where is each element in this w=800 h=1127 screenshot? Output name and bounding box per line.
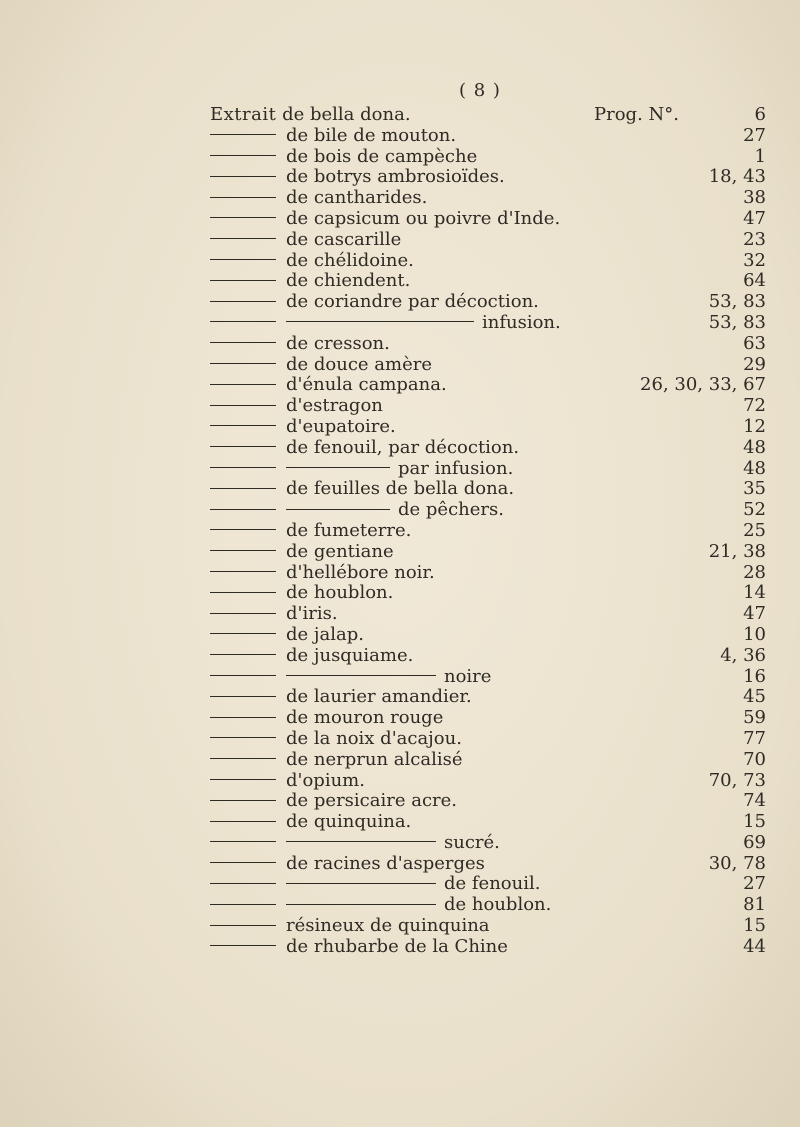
ditto-dash (210, 176, 276, 177)
entry-references: 14 (743, 582, 766, 604)
ditto-dash (210, 821, 276, 822)
entry-label: de feuilles de bella dona. (286, 478, 515, 500)
entry-label: de bois de campèche (286, 145, 478, 167)
entry-label: de cresson. (286, 332, 390, 354)
index-entry (210, 209, 766, 230)
entry-references: 45 (743, 686, 766, 708)
ditto-dash-secondary (286, 841, 436, 842)
ditto-dash-secondary (286, 883, 436, 884)
ditto-dash-secondary (286, 675, 436, 676)
ditto-dash (210, 197, 276, 198)
entry-label: de jusquiame. (286, 644, 414, 666)
entry-references: 81 (743, 894, 766, 916)
entry-references: 23 (743, 228, 766, 250)
entry-label: de nerprun alcalisé (286, 748, 463, 770)
index-entry (210, 479, 766, 500)
entry-references: 77 (743, 727, 766, 749)
entry-references: 47 (743, 207, 766, 229)
entry-references: 27 (743, 873, 766, 895)
index-entry (210, 833, 766, 854)
ditto-dash (210, 925, 276, 926)
ditto-dash (210, 363, 276, 364)
page-number: ( 8 ) (459, 80, 501, 101)
entry-references: 72 (743, 395, 766, 417)
index-entry (210, 916, 766, 937)
entry-label: de chiendent. (286, 270, 411, 292)
ditto-dash (210, 321, 276, 322)
ditto-dash-secondary (286, 904, 436, 905)
ditto-dash (210, 280, 276, 281)
index-entry (210, 147, 766, 168)
index-entry (210, 812, 766, 833)
entry-references: 47 (743, 603, 766, 625)
entry-references: 52 (743, 499, 766, 521)
index-entry (210, 230, 766, 251)
ditto-dash (210, 904, 276, 905)
index-entry (210, 687, 766, 708)
entry-references: 48 (743, 457, 766, 479)
entry-label: de rhubarbe de la Chine (286, 935, 508, 957)
index-list (210, 105, 766, 958)
entry-references: 6 (754, 104, 766, 125)
index-entry (210, 604, 766, 625)
entry-references: 21, 38 (708, 540, 766, 562)
ditto-dash (210, 945, 276, 946)
entry-references: 70 (743, 748, 766, 770)
index-entry (210, 521, 766, 542)
entry-label: de fenouil. (444, 873, 541, 895)
index-entry (210, 375, 766, 396)
index-entry (210, 563, 766, 584)
ditto-dash (210, 550, 276, 551)
ditto-dash (210, 425, 276, 426)
entry-label: d'énula campana. (286, 374, 447, 396)
index-entry (210, 355, 766, 376)
entry-label: résineux de quinquina (286, 915, 490, 937)
index-entry (210, 729, 766, 750)
entry-label: par infusion. (398, 457, 514, 479)
entry-references: 1 (754, 145, 766, 167)
entry-label: d'eupatoire. (286, 415, 396, 437)
entry-label: de bella dona. (282, 104, 411, 125)
entry-references: 12 (743, 415, 766, 437)
entry-label: de botrys ambrosioïdes. (286, 166, 505, 188)
ditto-dash (210, 571, 276, 572)
ditto-dash (210, 717, 276, 718)
entry-label: de racines d'asperges (286, 852, 485, 874)
index-entry (210, 126, 766, 147)
entry-references: 48 (743, 436, 766, 458)
index-entry (210, 292, 766, 313)
ditto-dash (210, 529, 276, 530)
ditto-dash (210, 841, 276, 842)
entry-references: 30, 78 (708, 852, 766, 874)
entry-references: 18, 43 (708, 166, 766, 188)
index-entry (210, 937, 766, 958)
entry-label: de bile de mouton. (286, 124, 457, 146)
index-entry (210, 438, 766, 459)
entry-references: 59 (743, 707, 766, 729)
ditto-dash (210, 800, 276, 801)
entry-label: d'hellébore noir. (286, 561, 435, 583)
index-entry (210, 167, 766, 188)
entry-label: d'iris. (286, 603, 338, 625)
entry-label: de douce amère (286, 353, 433, 375)
entry-references: 25 (743, 519, 766, 541)
index-entry (210, 542, 766, 563)
entry-label: infusion. (482, 311, 561, 333)
entry-references: 74 (743, 790, 766, 812)
ditto-dash (210, 633, 276, 634)
entry-label: de fenouil, par décoction. (286, 436, 520, 458)
entry-label: de laurier amandier. (286, 686, 472, 708)
ditto-dash (210, 592, 276, 593)
entry-label: de houblon. (286, 582, 394, 604)
entry-references: 10 (743, 623, 766, 645)
index-entry (210, 271, 766, 292)
ditto-dash (210, 384, 276, 385)
index-entry (210, 750, 766, 771)
entry-label: de persicaire acre. (286, 790, 458, 812)
entry-references: 38 (743, 187, 766, 209)
ditto-dash (210, 654, 276, 655)
ditto-dash (210, 217, 276, 218)
entry-label: de pêchers. (398, 499, 504, 521)
entry-label: de jalap. (286, 623, 364, 645)
entry-references: 15 (743, 915, 766, 937)
index-entry (210, 417, 766, 438)
entry-references: 29 (743, 353, 766, 375)
entry-references: 15 (743, 811, 766, 833)
ditto-dash (210, 862, 276, 863)
entry-label: de fumeterre. (286, 519, 412, 541)
entry-references: 4, 36 (720, 644, 766, 666)
ditto-dash (210, 134, 276, 135)
entry-references: 63 (743, 332, 766, 354)
entry-label: de cantharides. (286, 187, 428, 209)
ditto-dash (210, 155, 276, 156)
index-entry (210, 188, 766, 209)
entry-label: de cascarille (286, 228, 402, 250)
entry-label: d'estragon (286, 395, 383, 417)
ditto-dash (210, 779, 276, 780)
index-entry (210, 625, 766, 646)
index-entry (210, 667, 766, 688)
ditto-dash (210, 405, 276, 406)
index-entry (210, 791, 766, 812)
entry-label: de quinquina. (286, 811, 412, 833)
prog-header: Prog. N°. (594, 104, 679, 125)
ditto-dash (210, 675, 276, 676)
index-entry (210, 874, 766, 895)
ditto-dash-secondary (286, 467, 390, 468)
entry-references: 28 (743, 561, 766, 583)
ditto-dash (210, 488, 276, 489)
ditto-dash-secondary (286, 509, 390, 510)
entry-references: 32 (743, 249, 766, 271)
ditto-dash (210, 446, 276, 447)
entry-label: sucré. (444, 831, 500, 853)
ditto-dash (210, 259, 276, 260)
entry-label: de houblon. (444, 894, 552, 916)
entry-label: de la noix d'acajou. (286, 727, 462, 749)
entry-references: 53, 83 (708, 291, 766, 313)
entry-references: 53, 83 (708, 311, 766, 333)
entry-label: de coriandre par décoction. (286, 291, 539, 313)
ditto-dash (210, 342, 276, 343)
ditto-dash (210, 696, 276, 697)
ditto-dash-secondary (286, 321, 474, 322)
ditto-dash (210, 758, 276, 759)
index-entry (210, 708, 766, 729)
ditto-dash (210, 737, 276, 738)
entry-references: 44 (743, 935, 766, 957)
entry-references: 26, 30, 33, 67 (640, 374, 766, 396)
ditto-dash (210, 509, 276, 510)
entry-references: 27 (743, 124, 766, 146)
index-entry (210, 334, 766, 355)
ditto-dash (210, 301, 276, 302)
entry-label: de capsicum ou poivre d'Inde. (286, 207, 561, 229)
entry-references: 16 (743, 665, 766, 687)
ditto-dash (210, 467, 276, 468)
index-entry (210, 396, 766, 417)
index-entry (210, 771, 766, 792)
entry-references: 70, 73 (708, 769, 766, 791)
entry-label: d'opium. (286, 769, 365, 791)
index-entry (210, 313, 766, 334)
entry-label: de gentiane (286, 540, 394, 562)
index-entry (210, 646, 766, 667)
entry-references: 35 (743, 478, 766, 500)
ditto-dash (210, 883, 276, 884)
entry-label: noire (444, 665, 492, 687)
index-entry (210, 105, 766, 126)
index-entry (210, 251, 766, 272)
ditto-dash (210, 613, 276, 614)
entry-label: de chélidoine. (286, 249, 414, 271)
index-entry (210, 500, 766, 521)
index-entry (210, 854, 766, 875)
entry-references: 64 (743, 270, 766, 292)
ditto-dash (210, 238, 276, 239)
entry-heading-word: Extrait (210, 104, 277, 125)
entry-references: 69 (743, 831, 766, 853)
entry-label: de mouron rouge (286, 707, 444, 729)
index-entry (210, 895, 766, 916)
index-entry (210, 459, 766, 480)
index-entry (210, 583, 766, 604)
